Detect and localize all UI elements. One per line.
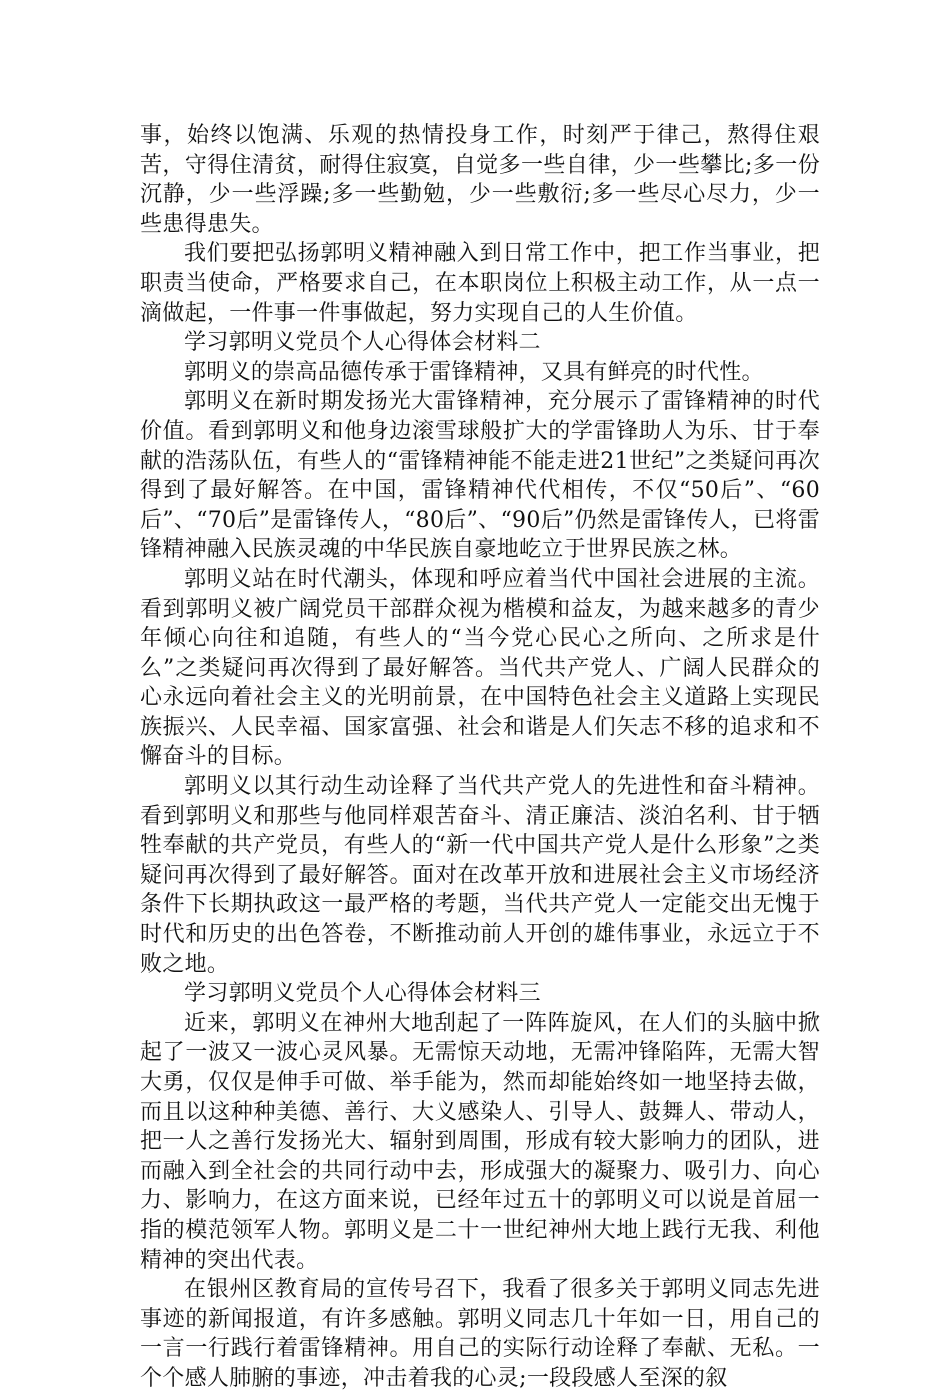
paragraph-body: 我们要把弘扬郭明义精神融入到日常工作中，把工作当事业，把职责当使命，严格要求自己，在本职岗位上积极主动工作，从一点一滴做起，一件事一件事做起，努力实现自己的人生价值。 [140,241,820,326]
paragraph-continuation: 事，始终以饱满、乐观的热情投身工作，时刻严于律己，熬得住艰苦，守得住清贫，耐得住寂寞，自觉多一些自律，少一些攀比;多一份沉静，少一些浮躁;多一些勤勉，少一些敷衍;多一些尽心尽力，少一些患得患失。 [140,123,820,237]
paragraph-body: 在银州区教育局的宣传号召下，我看了很多关于郭明义同志先进事迹的新闻报道，有许多感触。郭明义同志几十年如一日，用自己的一言一行践行着雷锋精神。用自己的实际行动诠释了奉献、无私。一个个感人肺腑的事迹，冲击着我的心灵;一段段感人至深的叙 [140,1277,820,1391]
paragraph-body: 郭明义站在时代潮头，体现和呼应着当代中国社会进展的主流。看到郭明义被广阔党员干部群众视为楷模和益友，为越来越多的青少年倾心向往和追随，有些人的“当今党心民心之所向、之所求是什么”之类疑问再次得到了最好解答。当代共产党人、广阔人民群众的心永远向着社会主义的光明前景，在中国特色社会主义道路上实现民族振兴、人民幸福、国家富强、社会和谐是人们矢志不移的追求和不懈奋斗的目标。 [140,566,820,770]
paragraph-body: 近来，郭明义在神州大地刮起了一阵阵旋风，在人们的头脑中掀起了一波又一波心灵风暴。无需惊天动地，无需冲锋陷阵，无需大智大勇，仅仅是伸手可做、举手能为，然而却能始终如一地坚持去做，而且以这种种美德、善行、大义感染人、引导人、鼓舞人、带动人，把一人之善行发扬光大、辐射到周围，形成有较大影响力的团队，进而融入到全社会的共同行动中去，形成强大的凝聚力、吸引力、向心力、影响力，在这方面来说，已经年过五十的郭明义可以说是首屈一指的模范领军人物。郭明义是二十一世纪神州大地上践行无我、利他精神的突出代表。 [140,1010,820,1273]
document-page [140,121,820,1394]
section-heading-material-two: 学习郭明义党员个人心得体会材料二 [184,330,541,356]
paragraph-body: 郭明义在新时期发扬光大雷锋精神，充分展示了雷锋精神的时代价值。看到郭明义和他身边滚雪球般扩大的学雷锋助人为乐、甘于奉献的浩荡队伍，有些人的“雷锋精神能不能走进21世纪”之类疑问再次得到了最好解答。在中国，雷锋精神代代相传，不仅“50后”、“60后”、“70后”是雷锋传人，“80后”、“90后”仍然是雷锋传人，已将雷锋精神融入民族灵魂的中华民族自豪地屹立于世界民族之林。 [140,389,820,563]
paragraph-body: 郭明义的崇高品德传承于雷锋精神，又具有鲜亮的时代性。 [184,359,764,385]
section-heading-material-three: 学习郭明义党员个人心得体会材料三 [184,981,541,1007]
paragraph-body: 郭明义以其行动生动诠释了当代共产党人的先进性和奋斗精神。看到郭明义和那些与他同样艰苦奋斗、清正廉洁、淡泊名利、甘于牺牲奉献的共产党员，有些人的“新一代中国共产党人是什么形象”之类疑问再次得到了最好解答。面对在改革开放和进展社会主义市场经济条件下长期执政这一最严格的考题，当代共产党人一定能交出无愧于时代和历史的出色答卷，不断推动前人开创的雄伟事业，永远立于不败之地。 [140,774,820,977]
